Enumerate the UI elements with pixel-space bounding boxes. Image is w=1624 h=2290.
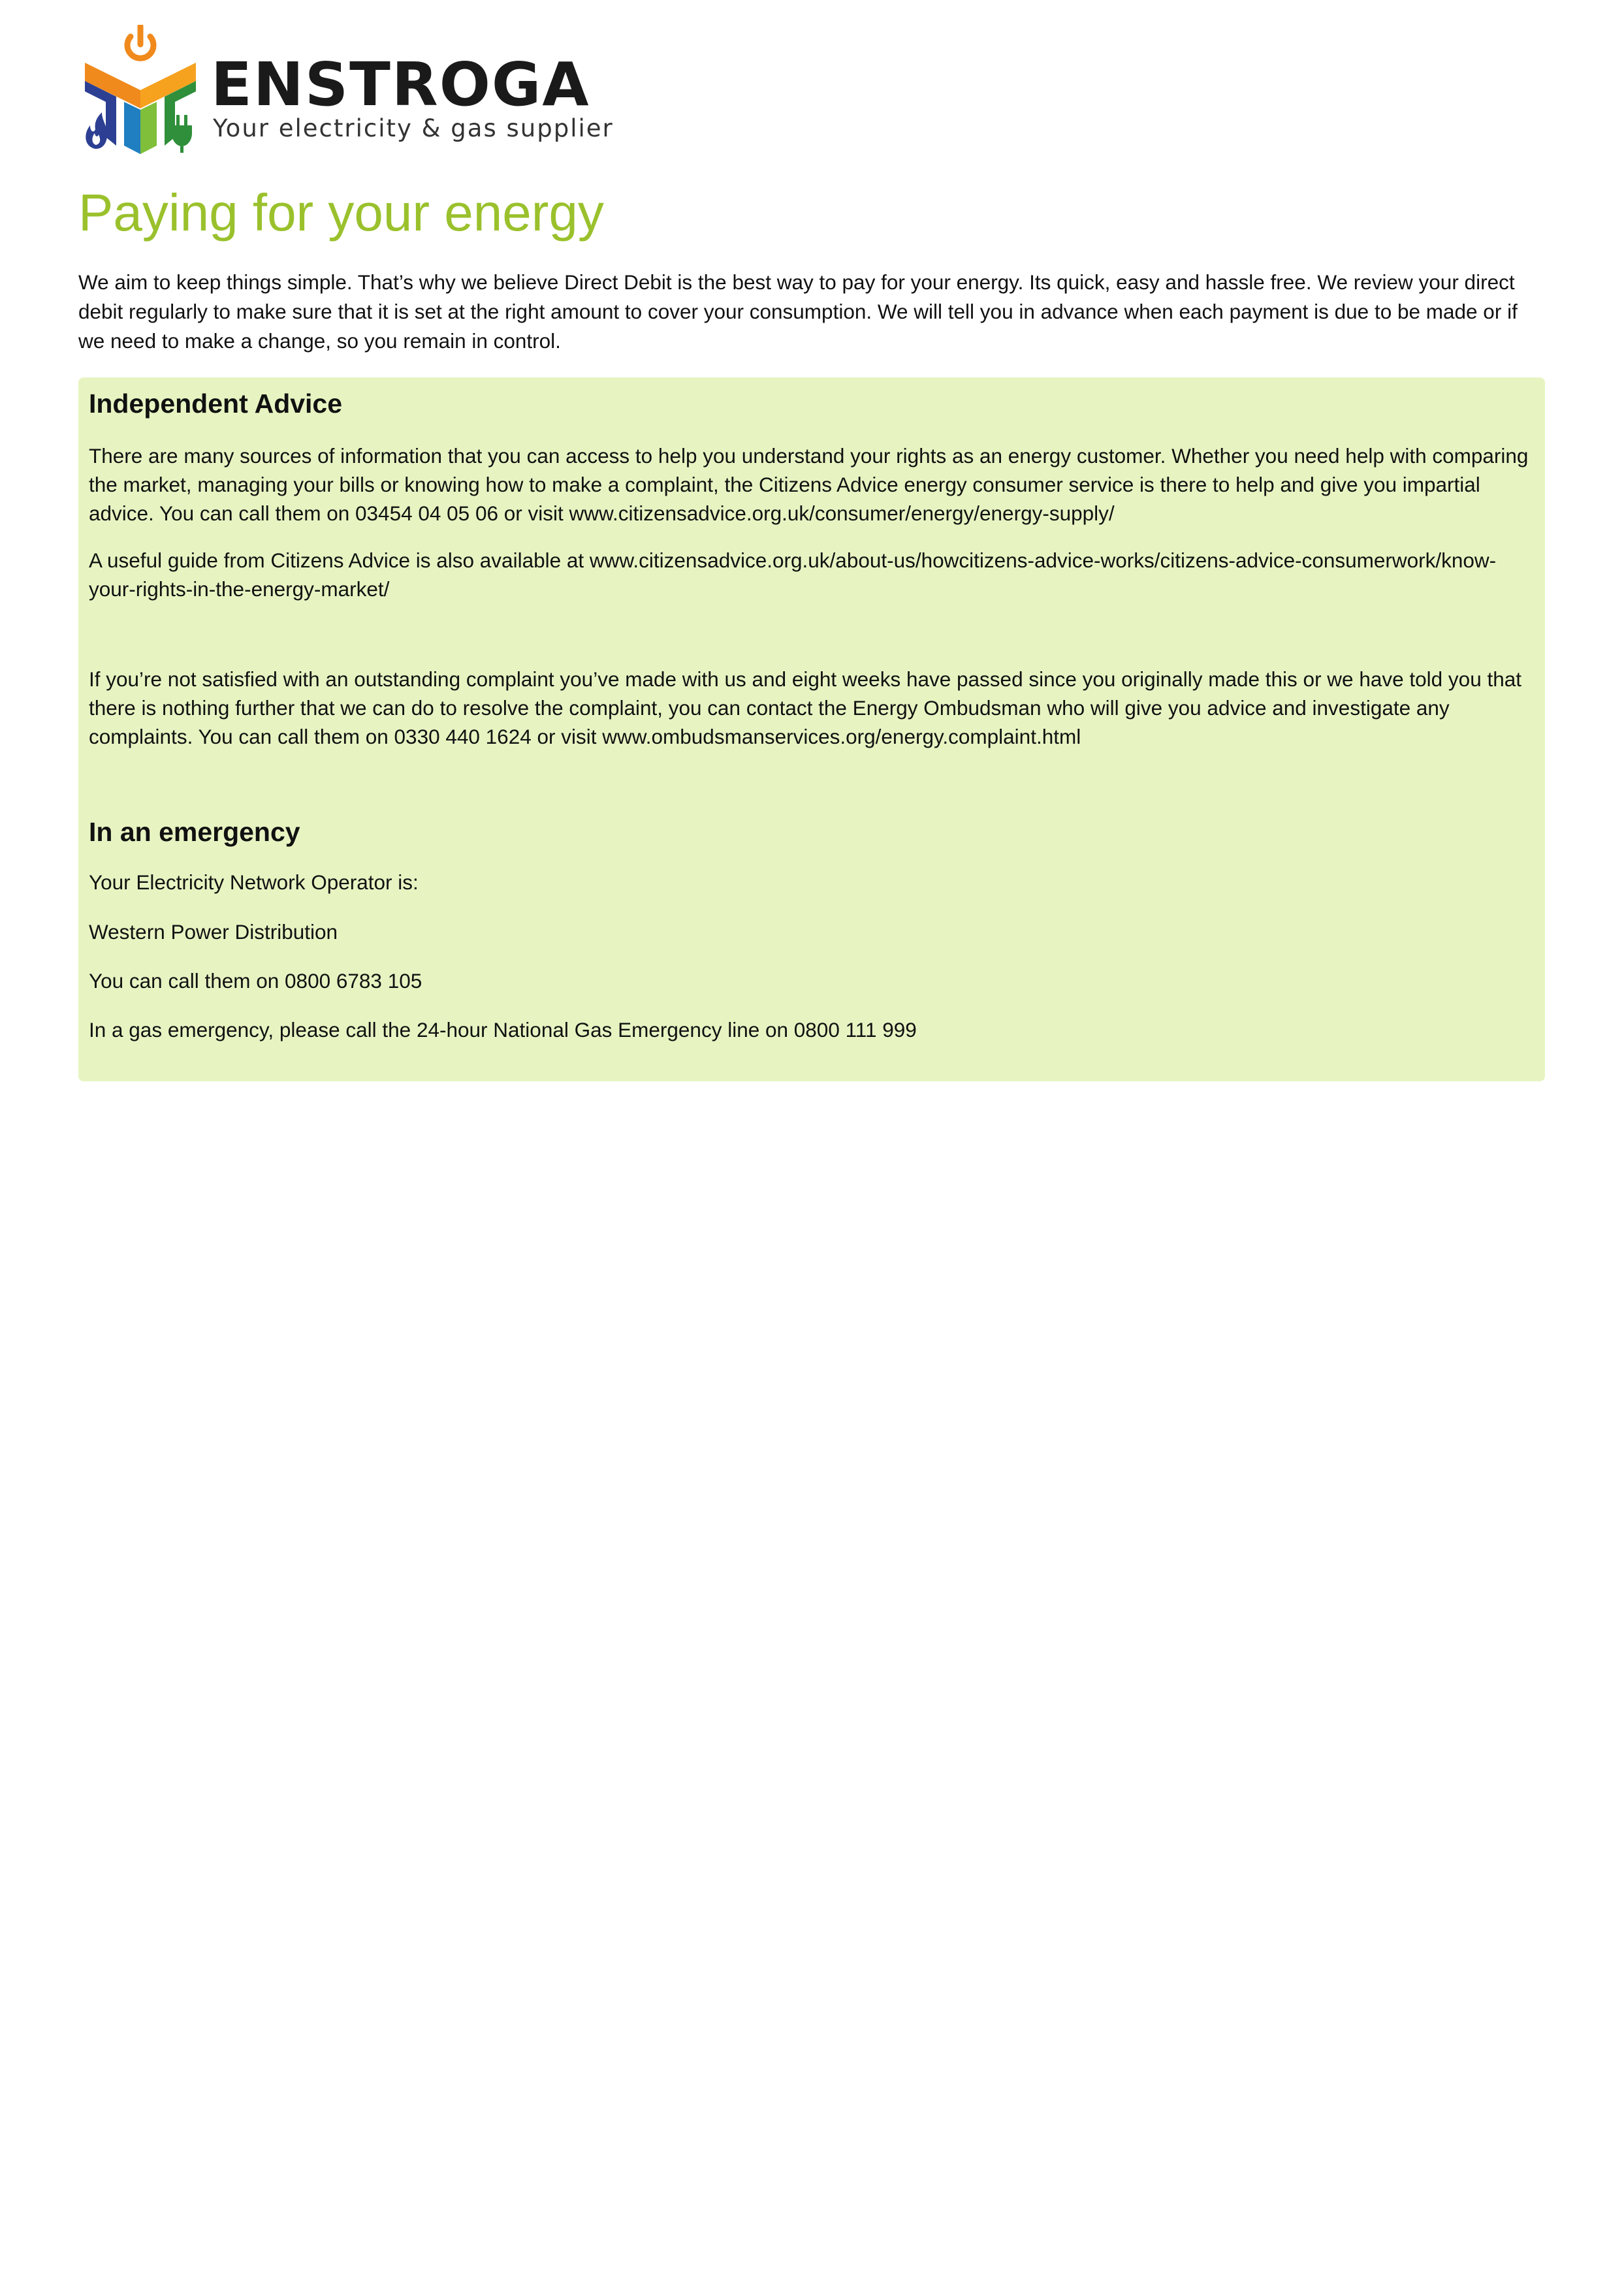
gas-emergency-line: In a gas emergency, please call the 24-hour National Gas Emergency line on 0800 111 999 [89,1018,917,1042]
network-operator-label: Your Electricity Network Operator is: [89,870,419,894]
page-title: Paying for your energy [78,183,604,242]
enstroga-logo [78,25,614,155]
network-operator-name: Western Power Distribution [89,920,338,944]
citizens-advice-paragraph: There are many sources of information that you can access to help you understand your rights as an energy customer. Whether you need help with comparing the market, managing your bills or knowing how to make a complaint, the Citizens Advice energy consumer service is there to help and give you impartial advice. You can call them on 03454 04 05 06 or visit www.citizensadvice.org.uk/consumer/energy/energy-supply/ [89,444,1529,525]
brand-tagline: Your electricity & gas supplier [213,114,614,142]
intro-paragraph: We aim to keep things simple. That’s why we believe Direct Debit is the best way to pay for your energy. Its quick, easy and hassle free. We review your direct debit regularly to make sure that it is set at the right amount to cover your consumption. We will tell you in advance when each payment is due to be made or if we need to make a change, so you remain in control. [78,270,1518,353]
advice-panel [78,377,1545,1081]
independent-advice-heading: Independent Advice [89,389,343,419]
emergency-heading: In an emergency [89,817,300,847]
citizens-advice-guide-paragraph: A useful guide from Citizens Advice is also available at www.citizensadvice.org.uk/about-us/howcitizens-advice-works/citizens-advice-consumerwork/know-your-rights-in-the-energy-market/ [89,549,1497,601]
ombudsman-paragraph: If you’re not satisfied with an outstanding complaint you’ve made with us and eight weeks have passed since you originally made this or we have told you that there is nothing further that we can do to resolve the complaint, you can contact the Energy Ombudsman who will give you advice and investigate any complaints. You can call them on 0330 440 1624 or visit www.ombudsmanservices.org/energy.complaint.html [89,667,1522,748]
flame-icon [86,112,107,149]
brand-name: ENSTROGA [211,50,590,119]
logo-mark [78,25,202,155]
network-operator-phone: You can call them on 0800 6783 105 [89,969,422,993]
power-icon [127,26,153,58]
